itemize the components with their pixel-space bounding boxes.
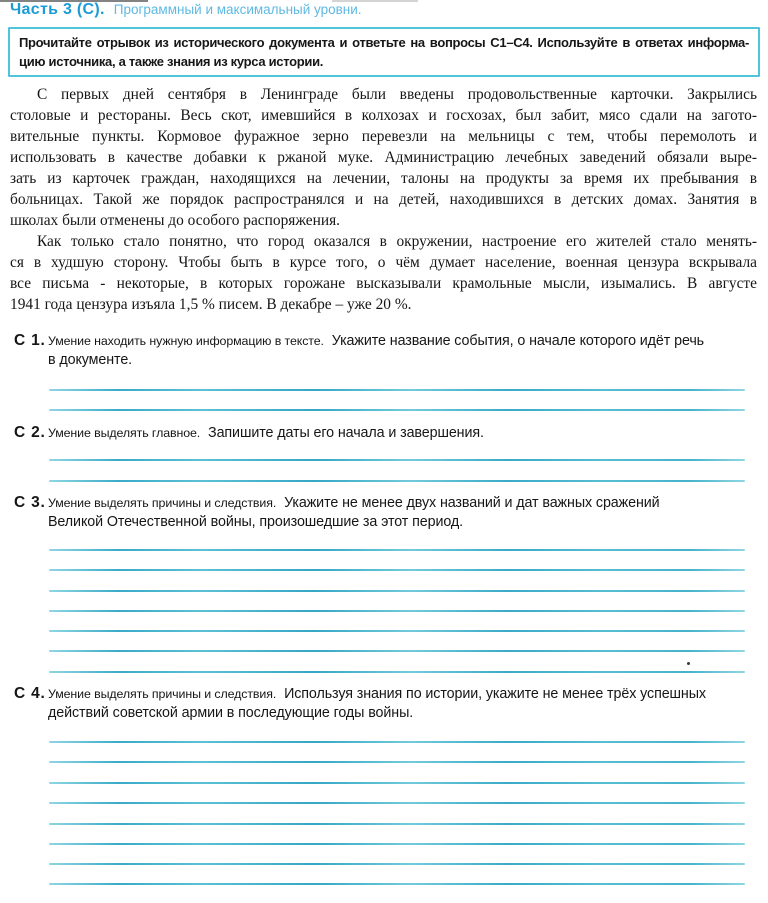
question-1-head xyxy=(14,332,750,369)
question-task: Укажите не менее двух названий и дат важных сражений xyxy=(284,495,660,511)
part-label: Часть 3 (С). xyxy=(10,1,105,18)
question-2-head xyxy=(14,424,750,443)
passage-line: Как только стало понятно, что город оказался в окружении, настроение его жителей стало менять- xyxy=(37,233,757,250)
answer-line xyxy=(49,389,745,391)
document-passage xyxy=(10,84,757,315)
question-text xyxy=(48,494,750,531)
question-skill: Умение выделять причины и следствия. xyxy=(48,496,277,510)
passage-line: зать из карточек граждан, находящихся на лечении, талоны на продукты за время их пребывания в xyxy=(10,170,757,187)
question-label: С 1. xyxy=(14,332,46,349)
instruction-line: цию источника, а также знания из курса истории. xyxy=(19,54,324,69)
answer-line xyxy=(49,610,745,612)
page-header xyxy=(10,1,362,19)
answer-line xyxy=(49,782,745,784)
passage-line: все письма - некоторые, в которых горожане высказывали крамольные мысли, изымались. В августе xyxy=(10,275,757,292)
passage-line: столовые и рестораны. Весь скот, имевшийся в колхозах и госхозах, был забит, мясо сдали на загото- xyxy=(10,107,757,124)
question-4-head xyxy=(14,685,750,722)
passage-line: 1941 года цензура изъяла 1,5 % писем. В декабре – уже 20 %. xyxy=(10,296,412,313)
answer-line xyxy=(49,761,745,763)
answer-line xyxy=(49,883,745,885)
answer-line xyxy=(49,843,745,845)
question-task: Запишите даты его начала и завершения. xyxy=(208,425,484,441)
question-task: Используя знания по истории, укажите не менее трёх успешных xyxy=(284,686,706,702)
answer-line xyxy=(49,741,745,743)
question-task: в документе. xyxy=(48,351,133,368)
scan-speck xyxy=(687,662,690,665)
passage-line: С первых дней сентября в Ленинграде были введены продовольственные карточки. Закрылись xyxy=(37,86,757,103)
passage-line: использовать в качестве добавки к ржаной муке. Администрацию лечебных заведений обязали выре- xyxy=(10,149,757,166)
question-3-head xyxy=(14,494,750,531)
question-skill: Умение находить нужную информацию в тексте. xyxy=(48,334,324,348)
question-task: Укажите название события, о начале которого идёт речь xyxy=(331,333,705,349)
answer-line xyxy=(49,569,745,571)
answer-line xyxy=(49,823,745,825)
question-label: С 4. xyxy=(14,685,46,702)
answer-line xyxy=(49,549,745,551)
answer-line xyxy=(49,650,745,652)
question-label: С 3. xyxy=(14,494,46,511)
answer-line xyxy=(49,630,745,632)
question-label: С 2. xyxy=(14,424,46,441)
question-task: Великой Отечественной войны, произошедшие за этот период. xyxy=(48,513,464,530)
answer-line xyxy=(49,480,745,482)
answer-line xyxy=(49,409,745,411)
question-task: действий советской армии в последующие годы войны. xyxy=(48,704,414,721)
answer-line xyxy=(49,863,745,865)
question-text xyxy=(48,424,750,443)
passage-line: вительные пункты. Кормовое фуражное зерно перевезли на мельницы с тем, чтобы перемолоть и xyxy=(10,128,757,145)
question-text xyxy=(48,332,750,369)
passage-line: ся в худшую сторону. Чтобы быть в курсе того, о чём думает население, военная цензура вскрывала xyxy=(10,254,757,271)
answer-line xyxy=(49,802,745,804)
instruction-box xyxy=(8,27,760,77)
question-skill: Умение выделять причины и следствия. xyxy=(48,687,277,701)
instruction-line: Прочитайте отрывок из исторического документа и ответьте на вопросы С1–С4. Используйте в ответах информа- xyxy=(19,35,749,50)
question-text xyxy=(48,685,750,722)
passage-line: больницах. Такой же порядок распространялся и на детей, находившихся в детских домах. Занятия в xyxy=(10,191,757,208)
answer-line xyxy=(49,671,745,673)
answer-line xyxy=(49,590,745,592)
part-subtitle: Программный и максимальный уровни. xyxy=(113,2,362,17)
answer-line xyxy=(49,459,745,461)
question-skill: Умение выделять главное. xyxy=(48,426,201,440)
passage-line: школах были отменены до особого распоряжения. xyxy=(10,212,341,229)
